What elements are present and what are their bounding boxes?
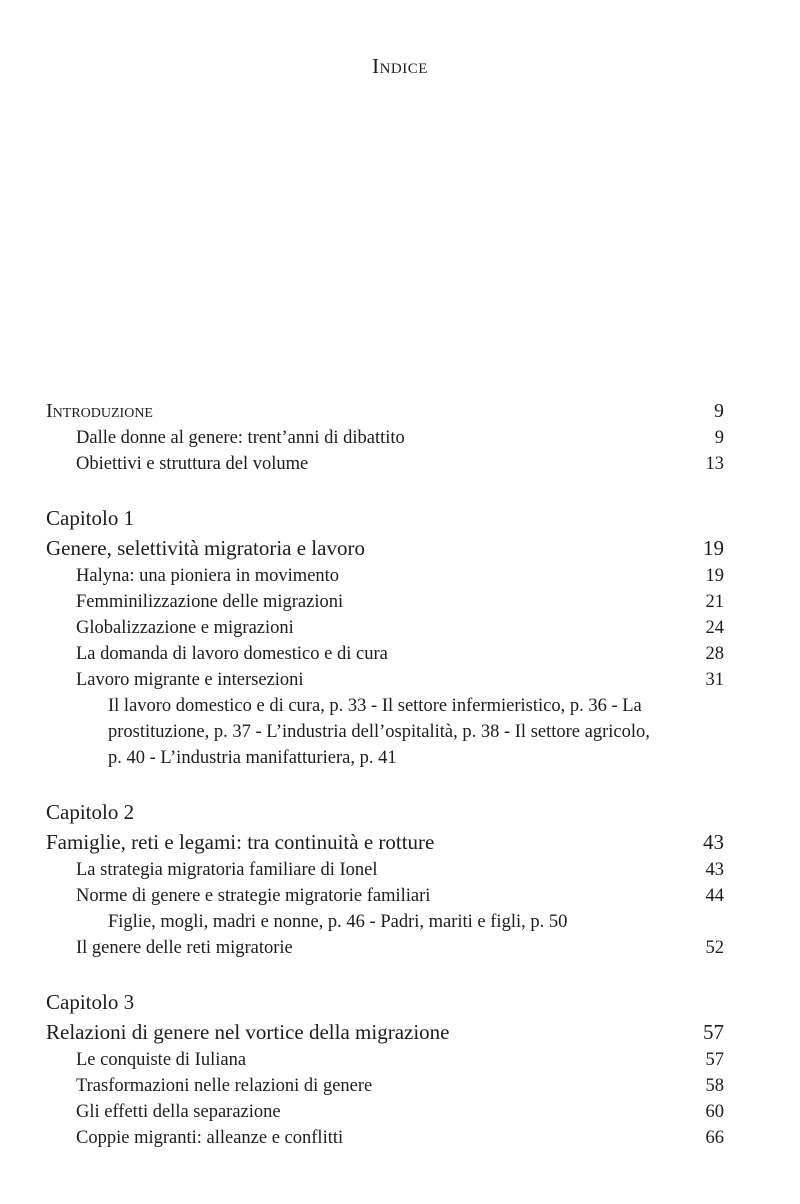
toc-entry-title: La strategia migratoria familiare di Ionel [76,860,378,880]
toc-entry-page: 60 [705,1102,724,1122]
toc-entry-page: 57 [703,1020,724,1044]
toc-entry-title: Obiettivi e struttura del volume [76,454,309,474]
toc-entry-sub [46,1073,724,1099]
toc-entry-title: Norme di genere e strategie migratorie familiari [76,886,431,906]
toc-entry-sub [46,641,724,667]
toc-entry-page: 31 [705,670,724,690]
toc-entry-title: Halyna: una pioniera in movimento [76,566,340,586]
toc-entry-page: 43 [705,860,724,880]
toc-entry-sub [46,425,724,451]
toc-entry-title: Lavoro migrante e intersezioni [76,670,304,690]
toc-entry-head [46,827,724,857]
toc-entry-sub [46,883,724,909]
toc-entry-page: 21 [705,592,724,612]
toc-entry-head [46,533,724,563]
toc-entry-title: La domanda di lavoro domestico e di cura [76,644,388,664]
toc-entry-sub [46,667,724,693]
toc-entry-chap [46,503,724,533]
toc-entry-page: 13 [705,454,724,474]
toc-entry-title: Le conquiste di Iuliana [76,1050,247,1070]
toc-entry-sub [46,589,724,615]
toc-entry-page: 24 [705,618,724,638]
toc-entry-title: Trasformazioni nelle relazioni di genere [76,1076,373,1096]
toc-entry-title: Genere, selettività migratoria e lavoro [46,536,365,560]
toc-entry-title: Gli effetti della separazione [76,1102,281,1122]
toc-entry-chap [46,797,724,827]
toc-entry-title: Globalizzazione e migrazioni [76,618,294,638]
toc-entry-sub [46,563,724,589]
toc-entry-sub [46,857,724,883]
toc-entry-title: Capitolo 3 [46,990,135,1014]
toc-entry-detail [46,693,724,771]
toc-entry-page: 57 [705,1050,724,1070]
toc-entry-title: Introduzione [46,400,153,422]
toc-entry-title: Capitolo 2 [46,800,135,824]
toc-entry-title: Figlie, mogli, madri e nonne, p. 46 - Padri, mariti e figli, p. 50 [108,912,568,932]
toc-entry-title: Femminilizzazione delle migrazioni [76,592,344,612]
toc-entry-page: 43 [703,830,724,854]
table-of-contents [46,397,724,1151]
toc-entry-page: 19 [705,566,724,586]
toc-entry-detail [46,909,724,935]
toc-entry-sub [46,1125,724,1151]
toc-entry-head [46,1017,724,1047]
page-title: Indice [372,54,428,78]
toc-entry-page: 28 [705,644,724,664]
toc-entry-sub [46,1047,724,1073]
toc-entry-sub [46,1099,724,1125]
toc-entry-page: 9 [714,400,724,422]
toc-entry-title: Il genere delle reti migratorie [76,938,293,958]
toc-entry-sub [46,935,724,961]
toc-entry-sub [46,451,724,477]
toc-entry-title: Coppie migranti: alleanze e conflitti [76,1128,344,1148]
toc-entry-page: 58 [705,1076,724,1096]
toc-entry-page: 9 [714,428,724,448]
toc-entry-sub [46,615,724,641]
toc-entry-title: Il lavoro domestico e di cura, p. 33 - Il settore infermieristico, p. 36 - La prostituzione, p. 37 - L’industria dell’ospitalità, p. 38 - Il settore agricolo, p. 40 - L’industria manifatturiera, p. 41 [108,696,650,768]
toc-entry-intro [46,397,724,425]
toc-entry-page: 66 [705,1128,724,1148]
toc-entry-page: 52 [705,938,724,958]
toc-entry-title: Relazioni di genere nel vortice della migrazione [46,1020,450,1044]
toc-entry-title: Famiglie, reti e legami: tra continuità e rotture [46,830,435,854]
toc-entry-page: 19 [703,536,724,560]
toc-entry-title: Capitolo 1 [46,506,135,530]
toc-entry-title: Dalle donne al genere: trent’anni di dibattito [76,428,405,448]
toc-entry-chap [46,987,724,1017]
toc-entry-page: 44 [705,886,724,906]
